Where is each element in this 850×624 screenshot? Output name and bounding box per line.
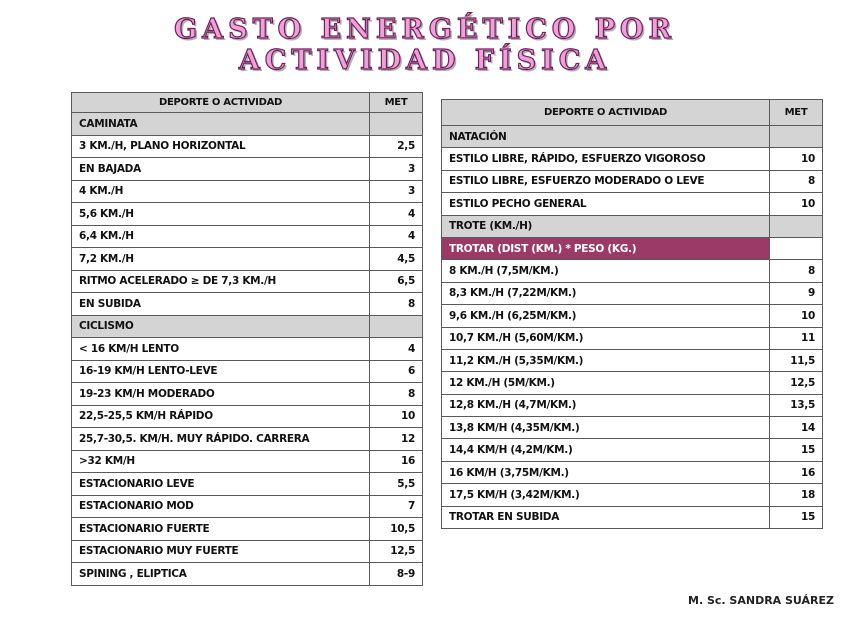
met-value-cell: 12: [370, 428, 423, 451]
table-header-row: [442, 100, 823, 126]
left-table-body: [72, 113, 423, 586]
met-value-cell: 8-9: [370, 563, 423, 586]
met-value-cell: 4: [370, 203, 423, 226]
table-row: [72, 270, 423, 293]
section-row: [72, 315, 423, 338]
activity-cell: ESTILO LIBRE, ESFUERZO MODERADO O LEVE: [442, 170, 770, 192]
met-value-cell: 12,5: [370, 540, 423, 563]
table-row: [72, 518, 423, 541]
table-row: [442, 484, 823, 506]
met-value-cell: 5,5: [370, 473, 423, 496]
met-value-cell: 3: [370, 158, 423, 181]
table-row: [442, 170, 823, 192]
activity-cell: NATACIÓN: [442, 126, 770, 148]
met-value-cell: [370, 113, 423, 136]
table-row: [442, 193, 823, 215]
met-value-cell: 10: [770, 148, 823, 170]
met-value-cell: [770, 237, 823, 259]
activity-cell: 4 KM./H: [72, 180, 370, 203]
met-value-cell: 11,5: [770, 349, 823, 371]
activity-cell: 7,2 KM./H: [72, 248, 370, 271]
table-row: [72, 563, 423, 586]
table-row: [72, 248, 423, 271]
met-value-cell: 15: [770, 439, 823, 461]
met-value-cell: 8: [770, 260, 823, 282]
activity-cell: ESTILO PECHO GENERAL: [442, 193, 770, 215]
table-row: [72, 383, 423, 406]
activity-cell: 17,5 KM/H (3,42M/KM.): [442, 484, 770, 506]
activity-cell: 12,8 KM./H (4,7M/KM.): [442, 394, 770, 416]
activity-cell: 9,6 KM./H (6,25M/KM.): [442, 305, 770, 327]
table-header-row: [72, 93, 423, 113]
met-value-cell: [370, 315, 423, 338]
met-value-cell: 10: [370, 405, 423, 428]
met-value-cell: 18: [770, 484, 823, 506]
table-row: [72, 135, 423, 158]
title-line-1: GASTO ENERGÉTICO POR: [174, 14, 676, 45]
activity-cell: ESTILO LIBRE, RÁPIDO, ESFUERZO VIGOROSO: [442, 148, 770, 170]
table-row: [442, 372, 823, 394]
table-row: [72, 158, 423, 181]
activity-cell: ESTACIONARIO MOD: [72, 495, 370, 518]
activity-cell: 12 KM./H (5M/KM.): [442, 372, 770, 394]
met-value-cell: 10: [770, 193, 823, 215]
activity-cell: 13,8 KM/H (4,35M/KM.): [442, 417, 770, 439]
met-value-cell: [770, 126, 823, 148]
table-row: [442, 260, 823, 282]
met-value-cell: 15: [770, 506, 823, 528]
table-row: [72, 225, 423, 248]
highlight-row: [442, 237, 823, 259]
activity-cell: 6,4 KM./H: [72, 225, 370, 248]
activity-cell: TROTAR (DIST (KM.) * PESO (KG.): [442, 237, 770, 259]
met-value-cell: 3: [370, 180, 423, 203]
activity-cell: 16 KM/H (3,75M/KM.): [442, 461, 770, 483]
activity-cell: 5,6 KM./H: [72, 203, 370, 226]
activity-cell: >32 KM/H: [72, 450, 370, 473]
met-value-cell: 2,5: [370, 135, 423, 158]
table-row: [442, 506, 823, 528]
activity-cell: 8,3 KM./H (7,22M/KM.): [442, 282, 770, 304]
author-credit: M. Sc. SANDRA SUÁREZ: [688, 594, 834, 607]
met-value-cell: 10: [770, 305, 823, 327]
table-row: [72, 180, 423, 203]
activity-cell: 10,7 KM./H (5,60M/KM.): [442, 327, 770, 349]
table-row: [72, 450, 423, 473]
met-value-cell: 13,5: [770, 394, 823, 416]
table-row: [442, 327, 823, 349]
met-value-cell: 11: [770, 327, 823, 349]
met-value-cell: 16: [370, 450, 423, 473]
activity-cell: 16-19 KM/H LENTO-LEVE: [72, 360, 370, 383]
met-value-cell: 4: [370, 225, 423, 248]
header-activity: DEPORTE O ACTIVIDAD: [442, 100, 770, 126]
met-value-cell: 16: [770, 461, 823, 483]
activity-cell: EN SUBIDA: [72, 293, 370, 316]
header-met: MET: [770, 100, 823, 126]
table-row: [442, 148, 823, 170]
activity-cell: ESTACIONARIO LEVE: [72, 473, 370, 496]
met-value-cell: 10,5: [370, 518, 423, 541]
table-row: [72, 495, 423, 518]
activity-cell: 14,4 KM/H (4,2M/KM.): [442, 439, 770, 461]
table-row: [442, 439, 823, 461]
met-value-cell: 12,5: [770, 372, 823, 394]
activity-cell: SPINING , ELIPTICA: [72, 563, 370, 586]
table-row: [442, 461, 823, 483]
activity-cell: 8 KM./H (7,5M/KM.): [442, 260, 770, 282]
table-row: [72, 540, 423, 563]
activity-cell: 19-23 KM/H MODERADO: [72, 383, 370, 406]
activity-cell: 25,7-30,5. KM/H. MUY RÁPIDO. CARRERA: [72, 428, 370, 451]
section-row: [442, 215, 823, 237]
activity-cell: CAMINATA: [72, 113, 370, 136]
title-line-2: ACTIVIDAD FÍSICA: [238, 45, 612, 76]
page-title: [0, 14, 850, 76]
table-row: [72, 473, 423, 496]
met-value-cell: 14: [770, 417, 823, 439]
activity-cell: 3 KM./H, PLANO HORIZONTAL: [72, 135, 370, 158]
activity-cell: TROTE (KM./H): [442, 215, 770, 237]
section-row: [72, 113, 423, 136]
right-table-body: [442, 126, 823, 529]
table-row: [72, 360, 423, 383]
header-met: MET: [370, 93, 423, 113]
table-row: [442, 394, 823, 416]
activity-cell: 22,5-25,5 KM/H RÁPIDO: [72, 405, 370, 428]
right-met-table: [441, 99, 823, 529]
header-activity: DEPORTE O ACTIVIDAD: [72, 93, 370, 113]
table-row: [72, 405, 423, 428]
met-value-cell: 6: [370, 360, 423, 383]
section-row: [442, 126, 823, 148]
met-value-cell: 8: [370, 293, 423, 316]
table-row: [72, 338, 423, 361]
met-value-cell: 4: [370, 338, 423, 361]
table-row: [72, 428, 423, 451]
met-value-cell: 8: [370, 383, 423, 406]
table-row: [72, 293, 423, 316]
met-value-cell: 9: [770, 282, 823, 304]
table-row: [442, 305, 823, 327]
met-value-cell: 7: [370, 495, 423, 518]
activity-cell: RITMO ACELERADO ≥ DE 7,3 KM./H: [72, 270, 370, 293]
left-met-table: [71, 92, 423, 586]
activity-cell: TROTAR EN SUBIDA: [442, 506, 770, 528]
activity-cell: ESTACIONARIO FUERTE: [72, 518, 370, 541]
table-row: [72, 203, 423, 226]
table-row: [442, 349, 823, 371]
activity-cell: CICLISMO: [72, 315, 370, 338]
met-value-cell: 4,5: [370, 248, 423, 271]
met-value-cell: [770, 215, 823, 237]
table-row: [442, 417, 823, 439]
table-row: [442, 282, 823, 304]
met-value-cell: 6,5: [370, 270, 423, 293]
activity-cell: < 16 KM/H LENTO: [72, 338, 370, 361]
activity-cell: 11,2 KM./H (5,35M/KM.): [442, 349, 770, 371]
activity-cell: EN BAJADA: [72, 158, 370, 181]
met-value-cell: 8: [770, 170, 823, 192]
activity-cell: ESTACIONARIO MUY FUERTE: [72, 540, 370, 563]
